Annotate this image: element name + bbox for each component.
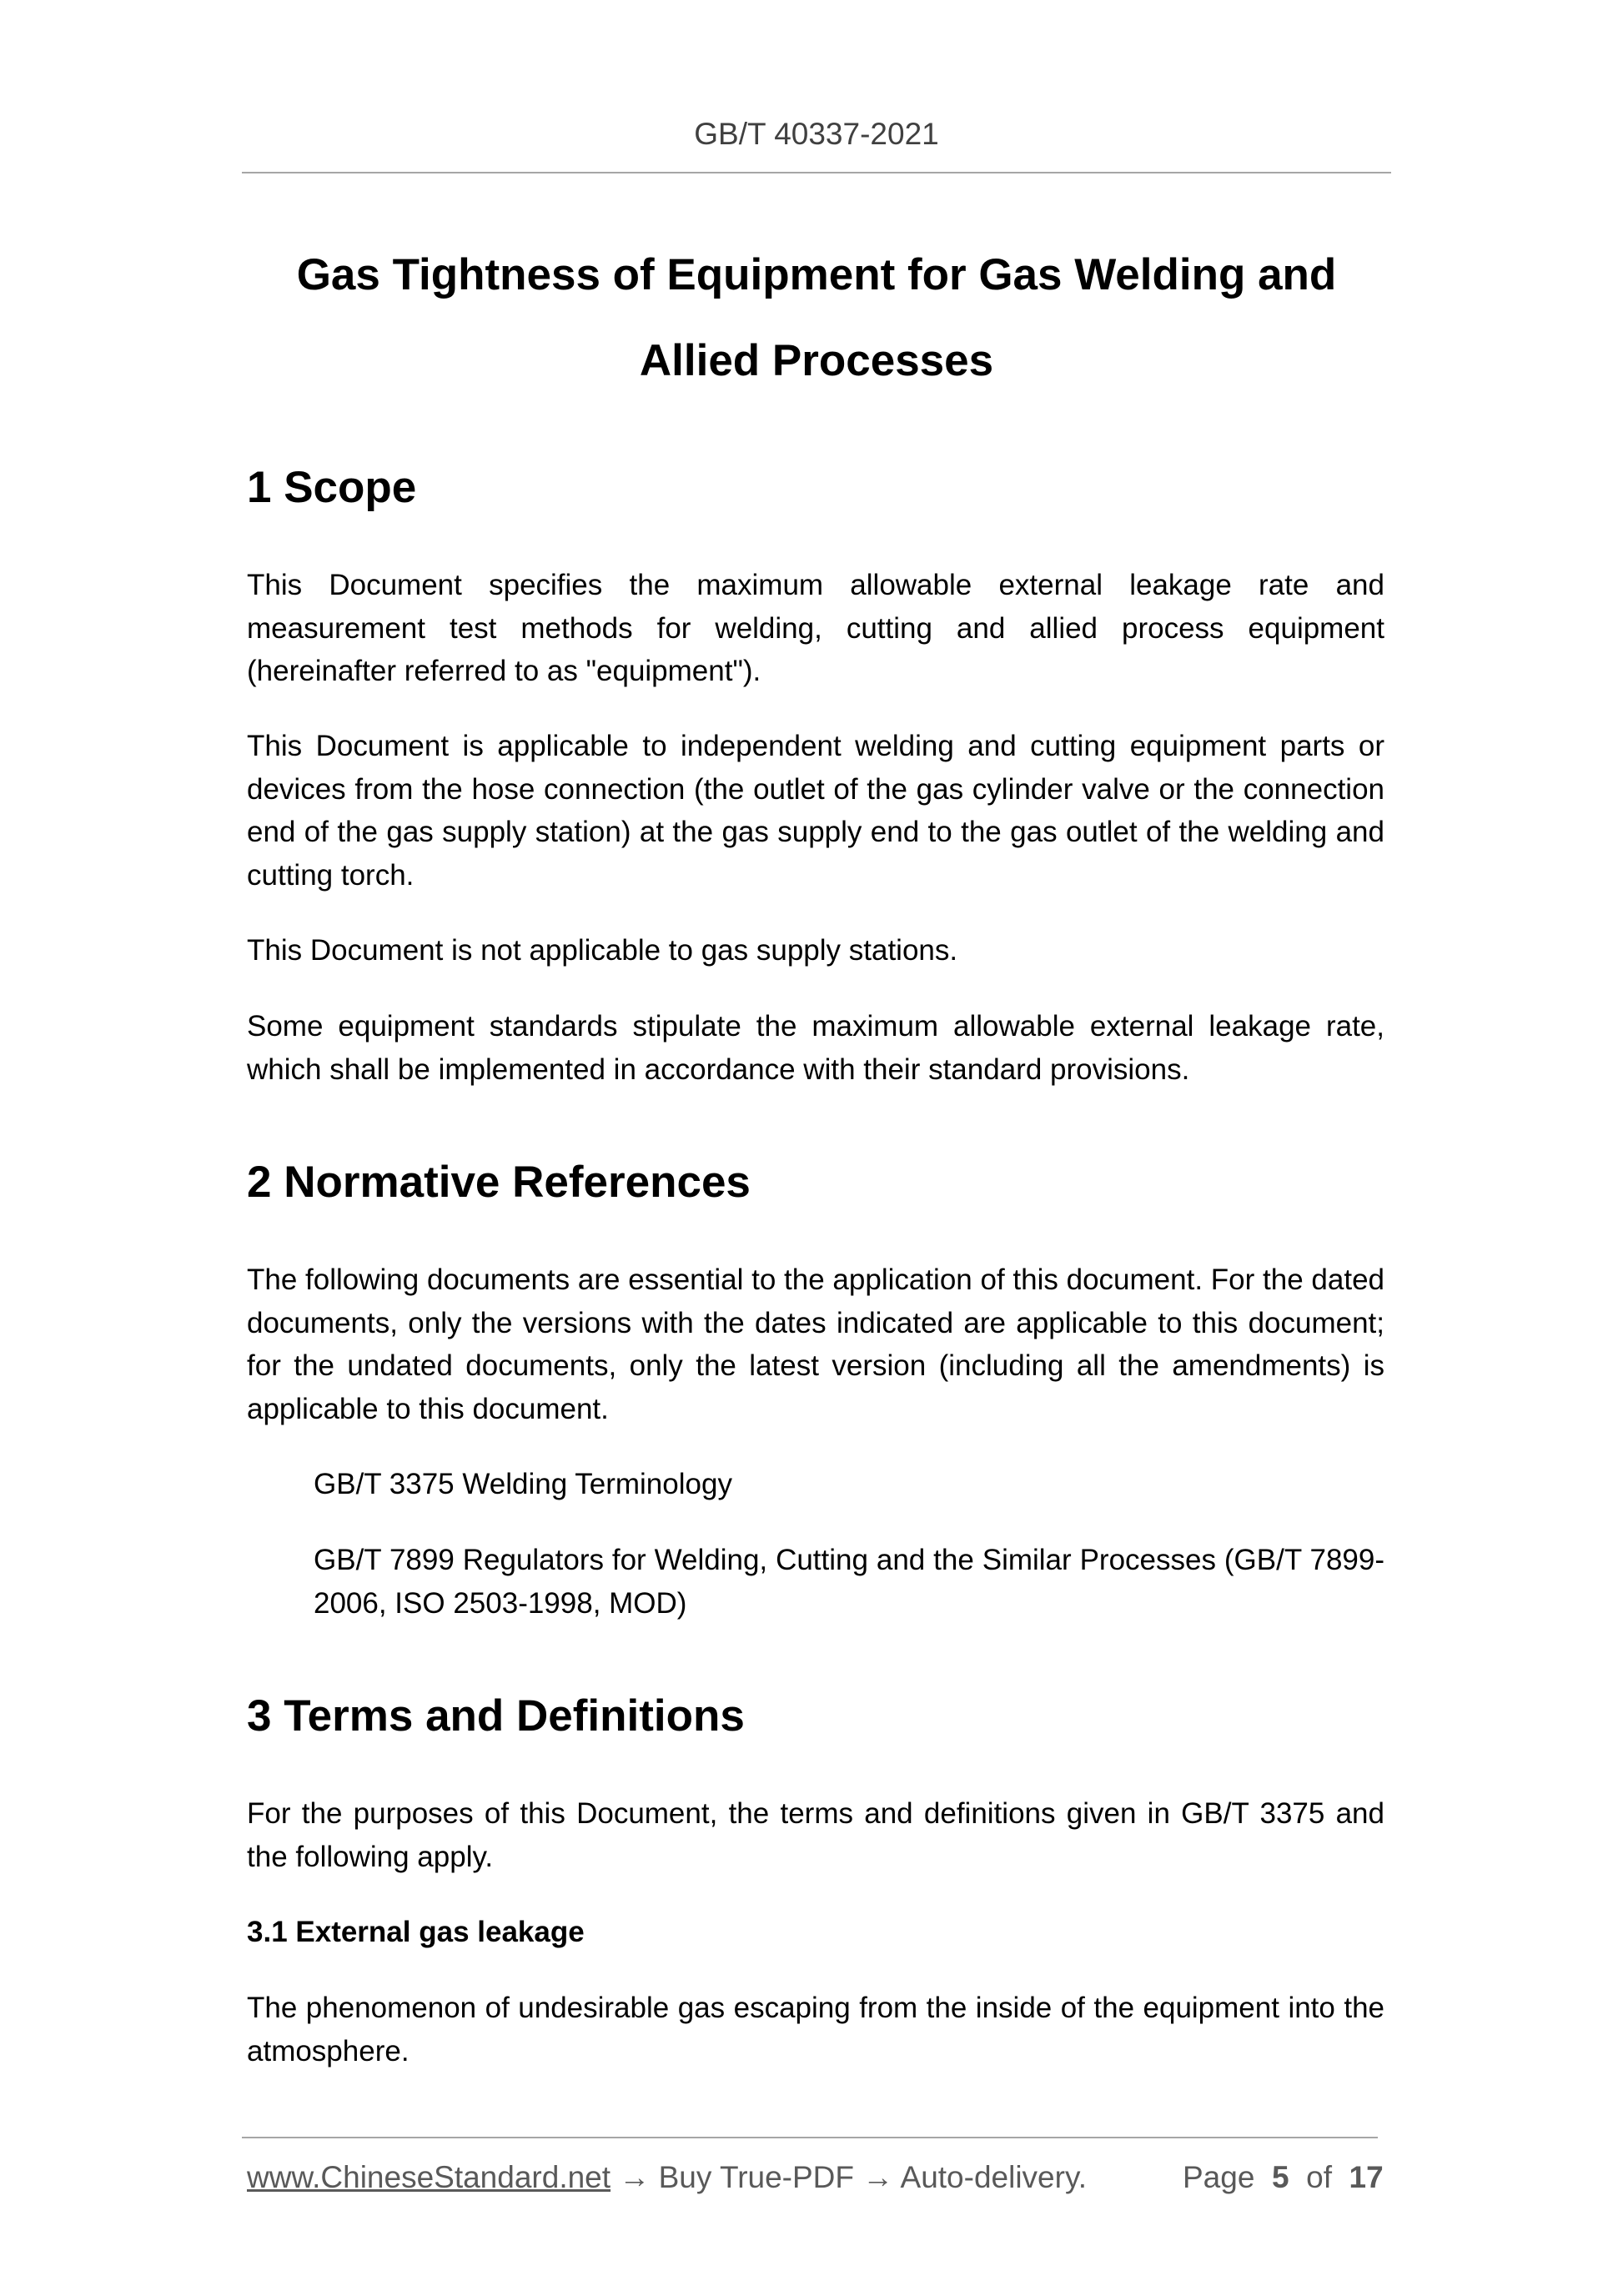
page-current: 5 <box>1271 2160 1289 2194</box>
chinesestandard-link[interactable]: www.ChineseStandard.net <box>247 2160 611 2194</box>
header-divider <box>242 172 1391 173</box>
scope-paragraph-3: This Document is not applicable to gas supply stations. <box>247 934 958 967</box>
section-heading-scope: 1 Scope <box>247 463 417 512</box>
reference-item-gbt-3375: GB/T 3375 Welding Terminology <box>314 1468 732 1500</box>
scope-paragraph-4: Some equipment standards stipulate the maximum allowable external leakage rate, which shall be implemented in accordance with their standard provisions. <box>247 1010 1384 1086</box>
page-total: 17 <box>1349 2160 1384 2194</box>
scope-paragraph-2: This Document is applicable to independent welding and cutting equipment parts or devices from the hose connection (the outlet of the gas cylinder valve or the connection end of the gas supply station) at the gas supply end to the gas outlet of the welding and cutting torch. <box>247 730 1384 892</box>
term-heading-3-1: 3.1 External gas leakage <box>247 1916 585 1948</box>
page-label: Page <box>1183 2160 1255 2194</box>
terms-intro: For the purposes of this Document, the terms and definitions given in GB/T 3375 and the following apply. <box>247 1797 1384 1873</box>
footer-tagline: → Buy True-PDF → Auto-delivery. <box>611 2160 1087 2194</box>
scope-paragraph-1: This Document specifies the maximum allowable external leakage rate and measurement test methods for welding, cutting and allied process equipment (hereinafter referred to as "equipment"). <box>247 569 1384 687</box>
term-definition-3-1: The phenomenon of undesirable gas escaping from the inside of the equipment into the atmosphere. <box>247 1992 1384 2067</box>
document-title-line-1: Gas Tightness of Equipment for Gas Welding and <box>296 250 1337 299</box>
section-heading-normative-references: 2 Normative References <box>247 1158 751 1207</box>
page-number <box>1183 2157 1384 2198</box>
reference-item-gbt-7899: GB/T 7899 Regulators for Welding, Cutting and the Similar Processes (GB/T 7899-2006, ISO 2503-1998, MOD) <box>314 1544 1384 1620</box>
document-title <box>242 232 1391 404</box>
running-header: GB/T 40337-2021 <box>694 117 939 151</box>
footer-promo <box>247 2157 1087 2198</box>
section-heading-terms-and-definitions: 3 Terms and Definitions <box>247 1691 745 1741</box>
page-of-label: of <box>1306 2160 1332 2194</box>
footer-divider <box>242 2137 1378 2138</box>
normative-references-intro: The following documents are essential to the application of this document. For the dated documents, only the versions with the dates indicated are applicable to this document; for the undated documents, only the latest version (including all the amendments) is applicable to this document. <box>247 1264 1384 1425</box>
document-title-line-2: Allied Processes <box>639 336 994 385</box>
